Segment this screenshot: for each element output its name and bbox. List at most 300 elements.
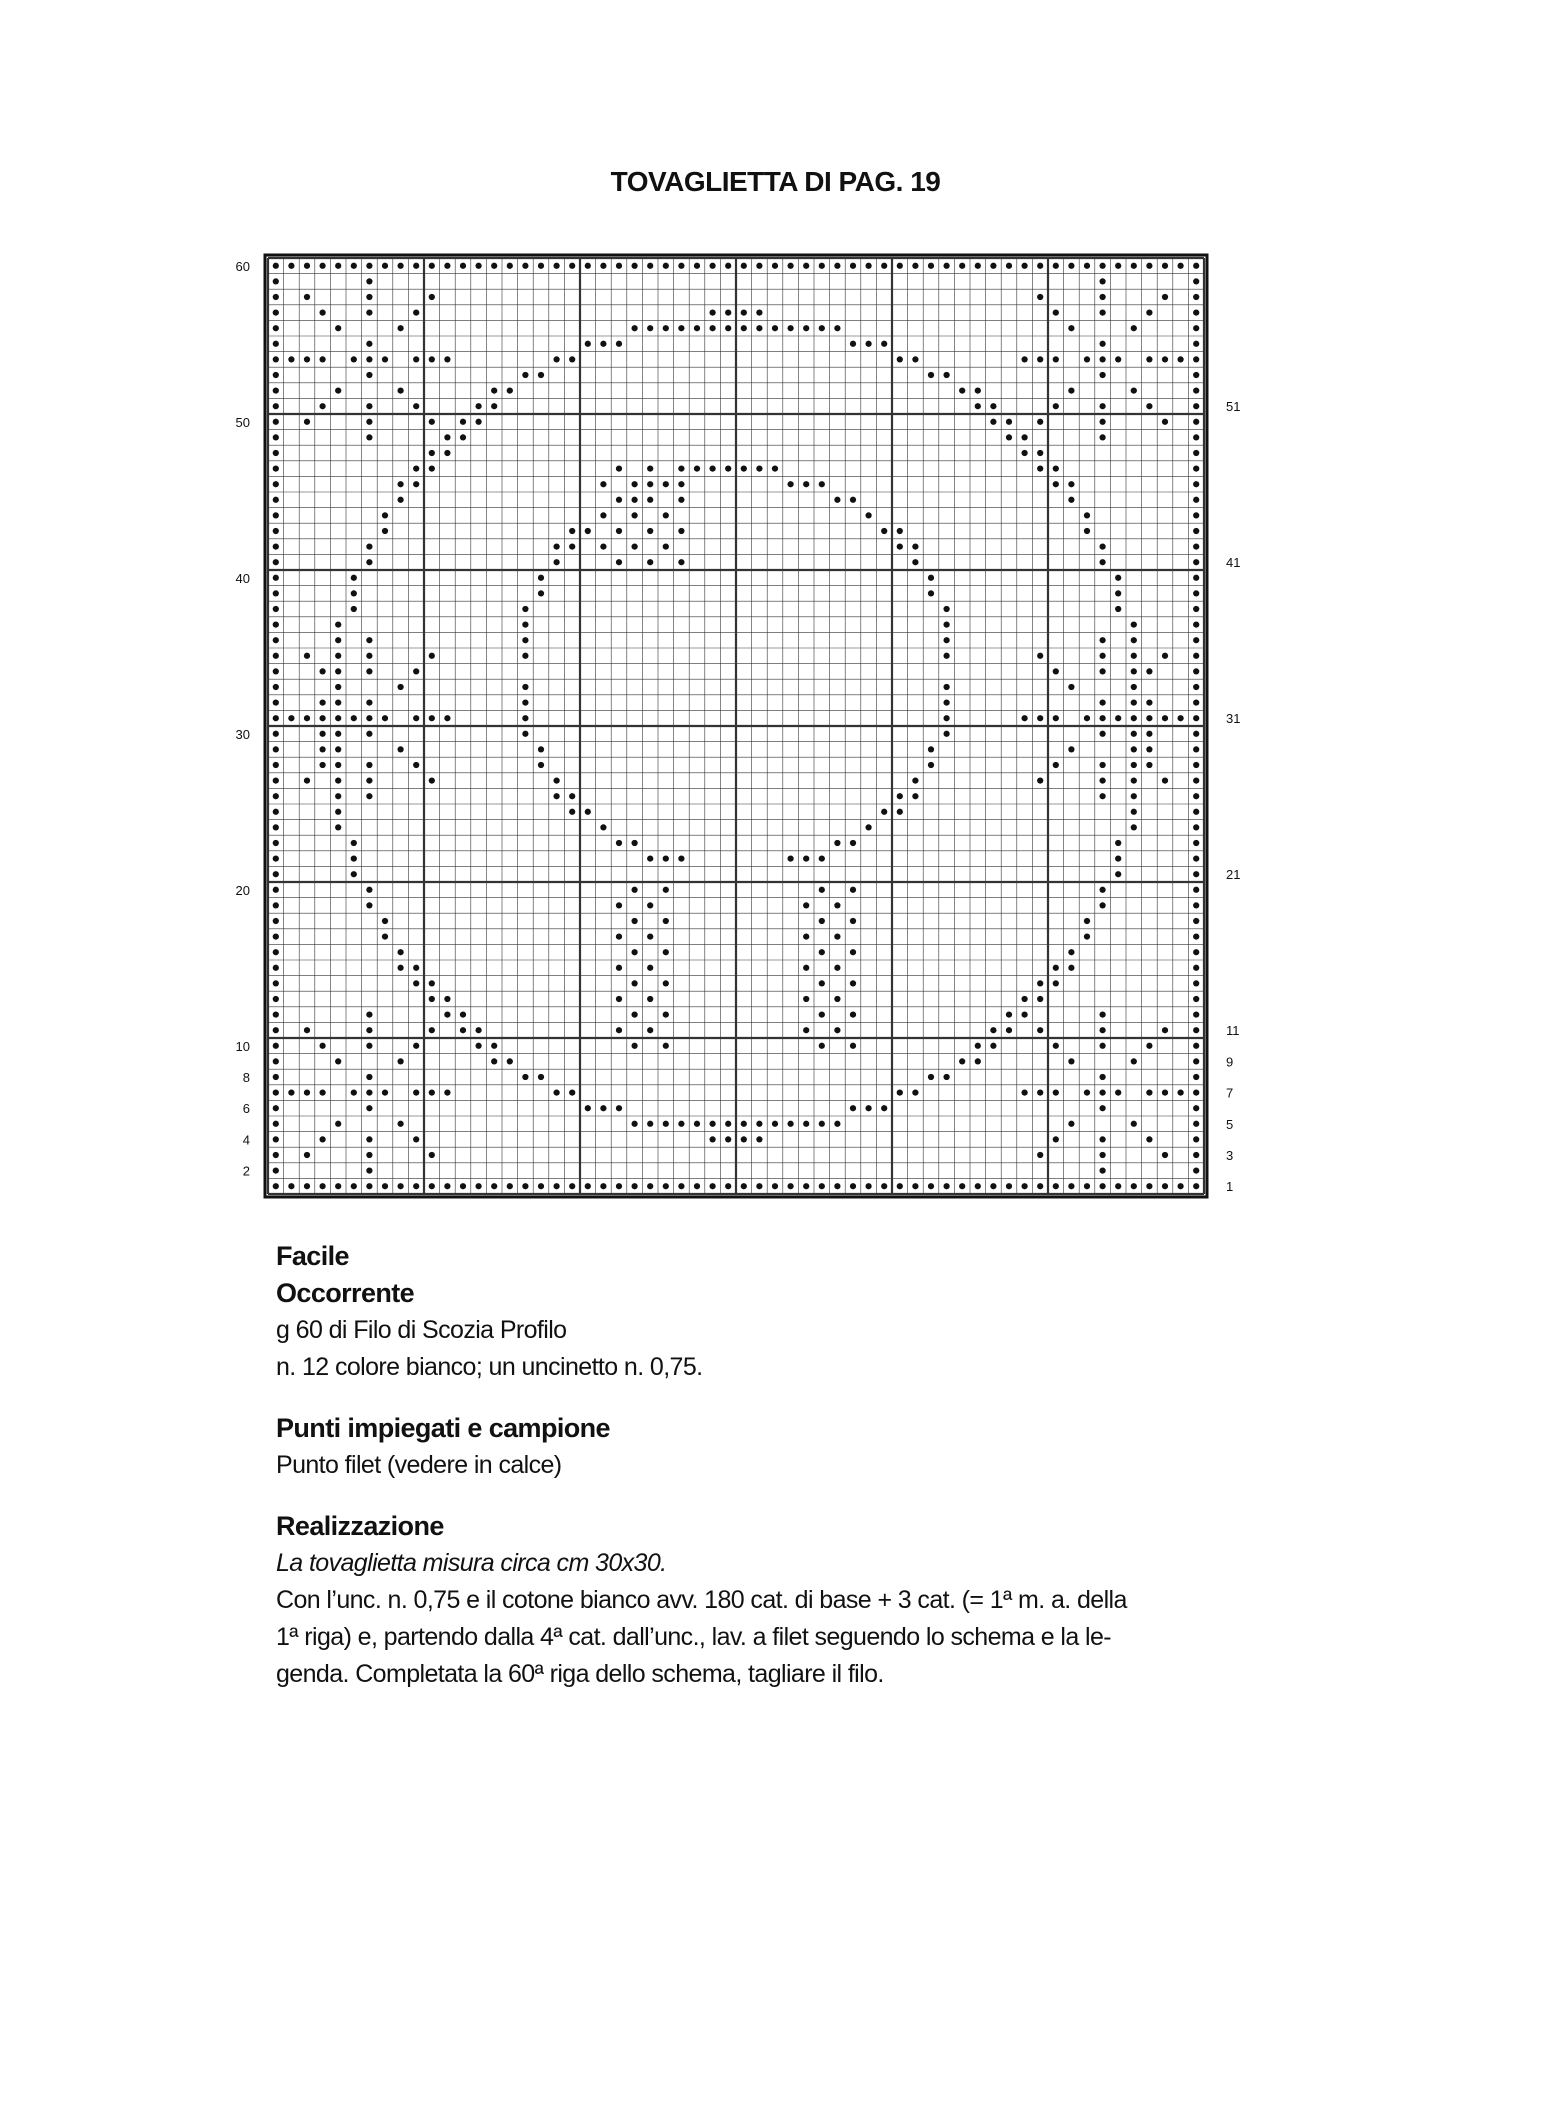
filled-cell-dot	[631, 1011, 637, 1017]
filled-cell-dot	[819, 1183, 825, 1189]
filled-cell-dot	[351, 1183, 357, 1189]
filled-cell-dot	[1193, 871, 1199, 877]
filled-cell-dot	[943, 684, 949, 690]
filled-cell-dot	[709, 325, 715, 331]
filled-cell-dot	[819, 949, 825, 955]
filled-cell-dot	[304, 653, 310, 659]
filled-cell-dot	[928, 575, 934, 581]
filled-cell-dot	[507, 1183, 513, 1189]
left-row-label: 8	[242, 1070, 250, 1085]
filled-cell-dot	[616, 996, 622, 1002]
filled-cell-dot	[319, 403, 325, 409]
filled-cell-dot	[647, 1027, 653, 1033]
filled-cell-dot	[616, 263, 622, 269]
materials-heading: Occorrente	[276, 1278, 415, 1308]
filled-cell-dot	[522, 372, 528, 378]
filled-cell-dot	[1037, 996, 1043, 1002]
filled-cell-dot	[553, 356, 559, 362]
filled-cell-dot	[928, 372, 934, 378]
filled-cell-dot	[273, 1011, 279, 1017]
filled-cell-dot	[273, 341, 279, 347]
filled-cell-dot	[1131, 777, 1137, 783]
filled-cell-dot	[1193, 777, 1199, 783]
filled-cell-dot	[1115, 871, 1121, 877]
filled-cell-dot	[1037, 419, 1043, 425]
filled-cell-dot	[1053, 1089, 1059, 1095]
filled-cell-dot	[366, 1074, 372, 1080]
filled-cell-dot	[647, 465, 653, 471]
filled-cell-dot	[647, 933, 653, 939]
filled-cell-dot	[397, 481, 403, 487]
filled-cell-dot	[647, 559, 653, 565]
filled-cell-dot	[803, 1027, 809, 1033]
filled-cell-dot	[413, 356, 419, 362]
filled-cell-dot	[273, 278, 279, 284]
filled-cell-dot	[273, 1121, 279, 1127]
filled-cell-dot	[413, 403, 419, 409]
filled-cell-dot	[1177, 1183, 1183, 1189]
filled-cell-dot	[522, 684, 528, 690]
filled-cell-dot	[319, 263, 325, 269]
filled-cell-dot	[678, 855, 684, 861]
filled-cell-dot	[772, 325, 778, 331]
filled-cell-dot	[663, 855, 669, 861]
filled-cell-dot	[1131, 715, 1137, 721]
filled-cell-dot	[1099, 653, 1105, 659]
filled-cell-dot	[1162, 1027, 1168, 1033]
filled-cell-dot	[444, 263, 450, 269]
filled-cell-dot	[366, 793, 372, 799]
filled-cell-dot	[631, 949, 637, 955]
filled-cell-dot	[429, 980, 435, 986]
filled-cell-dot	[273, 980, 279, 986]
filled-cell-dot	[273, 1058, 279, 1064]
filled-cell-dot	[507, 387, 513, 393]
filled-cell-dot	[1037, 653, 1043, 659]
filled-cell-dot	[850, 949, 856, 955]
filled-cell-dot	[694, 263, 700, 269]
filled-cell-dot	[1162, 1183, 1168, 1189]
filled-cell-dot	[273, 949, 279, 955]
filled-cell-dot	[1193, 668, 1199, 674]
filled-cell-dot	[647, 263, 653, 269]
filled-cell-dot	[1099, 668, 1105, 674]
filled-cell-dot	[756, 325, 762, 331]
filled-cell-dot	[1053, 356, 1059, 362]
filled-cell-dot	[1177, 715, 1183, 721]
filled-cell-dot	[803, 1183, 809, 1189]
filled-cell-dot	[1193, 699, 1199, 705]
filled-cell-dot	[273, 887, 279, 893]
filled-cell-dot	[1068, 684, 1074, 690]
filled-cell-dot	[881, 341, 887, 347]
filled-cell-dot	[897, 1183, 903, 1189]
filled-cell-dot	[1053, 668, 1059, 674]
filled-cell-dot	[1099, 309, 1105, 315]
filled-cell-dot	[772, 1121, 778, 1127]
filled-cell-dot	[1193, 372, 1199, 378]
filled-cell-dot	[725, 263, 731, 269]
filled-cell-dot	[678, 1121, 684, 1127]
filled-cell-dot	[600, 481, 606, 487]
filled-cell-dot	[647, 996, 653, 1002]
filled-cell-dot	[1193, 481, 1199, 487]
filled-cell-dot	[273, 450, 279, 456]
filled-cell-dot	[647, 1183, 653, 1189]
filled-cell-dot	[787, 855, 793, 861]
filled-cell-dot	[366, 1011, 372, 1017]
filled-cell-dot	[850, 980, 856, 986]
filled-cell-dot	[990, 1183, 996, 1189]
filled-cell-dot	[397, 684, 403, 690]
filled-cell-dot	[616, 559, 622, 565]
filled-cell-dot	[912, 263, 918, 269]
filled-cell-dot	[491, 263, 497, 269]
filled-cell-dot	[569, 528, 575, 534]
filled-cell-dot	[1099, 1136, 1105, 1142]
filled-cell-dot	[366, 777, 372, 783]
filled-cell-dot	[335, 621, 341, 627]
filled-cell-dot	[538, 372, 544, 378]
filled-cell-dot	[663, 325, 669, 331]
right-row-label: 11	[1226, 1023, 1240, 1039]
filled-cell-dot	[1193, 403, 1199, 409]
filled-cell-dot	[1021, 356, 1027, 362]
filled-cell-dot	[1193, 450, 1199, 456]
filled-cell-dot	[366, 356, 372, 362]
filled-cell-dot	[1006, 419, 1012, 425]
filled-cell-dot	[1037, 1152, 1043, 1158]
filled-cell-dot	[1099, 1074, 1105, 1080]
filled-cell-dot	[382, 356, 388, 362]
filled-cell-dot	[631, 497, 637, 503]
filled-cell-dot	[1021, 263, 1027, 269]
filled-cell-dot	[1084, 528, 1090, 534]
filled-cell-dot	[897, 528, 903, 534]
filled-cell-dot	[1131, 731, 1137, 737]
filled-cell-dot	[1037, 715, 1043, 721]
filled-cell-dot	[1146, 263, 1152, 269]
filled-cell-dot	[663, 481, 669, 487]
filled-cell-dot	[1193, 387, 1199, 393]
filled-cell-dot	[413, 762, 419, 768]
filled-cell-dot	[397, 325, 403, 331]
filled-cell-dot	[990, 419, 996, 425]
filled-cell-dot	[585, 263, 591, 269]
filled-cell-dot	[444, 715, 450, 721]
filled-cell-dot	[787, 263, 793, 269]
filled-cell-dot	[335, 263, 341, 269]
filled-cell-dot	[1099, 341, 1105, 347]
filled-cell-dot	[273, 372, 279, 378]
filled-cell-dot	[990, 1027, 996, 1033]
filled-cell-dot	[1146, 731, 1152, 737]
filled-cell-dot	[273, 559, 279, 565]
filled-cell-dot	[273, 1089, 279, 1095]
filled-cell-dot	[1193, 1121, 1199, 1127]
filled-cell-dot	[881, 1105, 887, 1111]
right-row-label: 1	[1226, 1179, 1234, 1195]
filled-cell-dot	[756, 465, 762, 471]
filled-cell-dot	[819, 887, 825, 893]
filled-cell-dot	[819, 1043, 825, 1049]
filled-cell-dot	[1037, 777, 1043, 783]
filled-cell-dot	[273, 621, 279, 627]
filled-cell-dot	[819, 918, 825, 924]
filled-cell-dot	[1115, 855, 1121, 861]
filled-cell-dot	[304, 715, 310, 721]
left-row-label: 2	[242, 1163, 250, 1179]
filled-cell-dot	[304, 777, 310, 783]
filled-cell-dot	[397, 949, 403, 955]
filled-cell-dot	[616, 341, 622, 347]
filled-cell-dot	[803, 481, 809, 487]
filled-cell-dot	[834, 902, 840, 908]
filled-cell-dot	[1068, 263, 1074, 269]
filled-cell-dot	[366, 278, 372, 284]
filled-cell-dot	[397, 1058, 403, 1064]
filled-cell-dot	[1037, 980, 1043, 986]
filled-cell-dot	[273, 606, 279, 612]
filled-cell-dot	[288, 1089, 294, 1095]
filled-cell-dot	[1146, 715, 1152, 721]
filled-cell-dot	[522, 621, 528, 627]
filled-cell-dot	[1193, 637, 1199, 643]
filled-cell-dot	[647, 497, 653, 503]
filled-cell-dot	[335, 731, 341, 737]
filled-cell-dot	[1006, 1011, 1012, 1017]
filled-cell-dot	[1068, 1058, 1074, 1064]
filled-cell-dot	[1193, 980, 1199, 986]
filled-cell-dot	[1053, 465, 1059, 471]
filled-cell-dot	[616, 840, 622, 846]
filled-cell-dot	[273, 731, 279, 737]
filled-cell-dot	[897, 263, 903, 269]
filled-cell-dot	[366, 263, 372, 269]
filled-cell-dot	[850, 341, 856, 347]
filled-cell-dot	[1193, 528, 1199, 534]
filled-cell-dot	[912, 1183, 918, 1189]
filled-cell-dot	[709, 1136, 715, 1142]
filled-cell-dot	[959, 263, 965, 269]
filled-cell-dot	[366, 1136, 372, 1142]
filled-cell-dot	[475, 403, 481, 409]
filled-cell-dot	[1131, 668, 1137, 674]
filled-cell-dot	[1053, 715, 1059, 721]
filled-cell-dot	[897, 1089, 903, 1095]
filled-cell-dot	[1053, 965, 1059, 971]
filled-cell-dot	[975, 1043, 981, 1049]
filled-cell-dot	[834, 996, 840, 1002]
filled-cell-dot	[1099, 1043, 1105, 1049]
filled-cell-dot	[1037, 465, 1043, 471]
filled-cell-dot	[319, 1089, 325, 1095]
filled-cell-dot	[538, 762, 544, 768]
filled-cell-dot	[756, 1121, 762, 1127]
filled-cell-dot	[725, 325, 731, 331]
filled-cell-dot	[1193, 309, 1199, 315]
filled-cell-dot	[1084, 715, 1090, 721]
filled-cell-dot	[647, 902, 653, 908]
filled-cell-dot	[1099, 731, 1105, 737]
filled-cell-dot	[819, 1011, 825, 1017]
filled-cell-dot	[772, 465, 778, 471]
filled-cell-dot	[741, 1121, 747, 1127]
filled-cell-dot	[1006, 1183, 1012, 1189]
filled-cell-dot	[429, 1152, 435, 1158]
filled-cell-dot	[616, 1027, 622, 1033]
filled-cell-dot	[1193, 1089, 1199, 1095]
grid-layer	[265, 255, 1207, 1197]
filled-cell-dot	[273, 263, 279, 269]
filled-cell-dot	[273, 637, 279, 643]
filled-cell-dot	[1115, 840, 1121, 846]
filled-cell-dot	[663, 512, 669, 518]
filled-cell-dot	[273, 965, 279, 971]
filled-cell-dot	[413, 668, 419, 674]
filled-cell-dot	[460, 1011, 466, 1017]
filled-cell-dot	[850, 887, 856, 893]
filled-cell-dot	[1131, 699, 1137, 705]
filled-cell-dot	[273, 1105, 279, 1111]
filled-cell-dot	[273, 699, 279, 705]
filled-cell-dot	[1037, 294, 1043, 300]
filled-cell-dot	[1162, 777, 1168, 783]
filled-cell-dot	[1193, 715, 1199, 721]
filled-cell-dot	[491, 1058, 497, 1064]
filled-cell-dot	[834, 933, 840, 939]
filled-cell-dot	[1193, 1167, 1199, 1173]
filled-cell-dot	[1162, 715, 1168, 721]
filled-cell-dot	[741, 263, 747, 269]
right-row-label: 51	[1226, 399, 1241, 415]
filled-cell-dot	[1193, 512, 1199, 518]
filled-cell-dot	[787, 481, 793, 487]
filled-cell-dot	[366, 1043, 372, 1049]
right-row-label: 21	[1226, 867, 1241, 883]
filled-cell-dot	[990, 263, 996, 269]
filled-cell-dot	[1162, 653, 1168, 659]
filled-cell-dot	[413, 965, 419, 971]
filled-cell-dot	[273, 387, 279, 393]
filled-cell-dot	[1193, 1027, 1199, 1033]
filled-cell-dot	[1193, 1152, 1199, 1158]
page-title: TOVAGLIETTA DI PAG. 19	[610, 166, 941, 197]
filled-cell-dot	[351, 575, 357, 581]
filled-cell-dot	[631, 512, 637, 518]
filled-cell-dot	[1146, 309, 1152, 315]
filled-cell-dot	[975, 263, 981, 269]
filled-cell-dot	[663, 1043, 669, 1049]
filled-cell-dot	[522, 263, 528, 269]
filled-cell-dot	[460, 263, 466, 269]
filled-cell-dot	[787, 1121, 793, 1127]
filled-cell-dot	[1099, 278, 1105, 284]
filled-cell-dot	[1193, 1074, 1199, 1080]
filled-cell-dot	[366, 559, 372, 565]
filled-cell-dot	[631, 980, 637, 986]
filled-cell-dot	[1115, 606, 1121, 612]
size-note: La tovaglietta misura circa cm 30x30.	[276, 1549, 667, 1577]
left-row-label: 50	[235, 414, 250, 430]
filled-cell-dot	[694, 465, 700, 471]
filled-cell-dot	[678, 465, 684, 471]
filled-cell-dot	[304, 263, 310, 269]
filled-cell-dot	[1193, 278, 1199, 284]
filled-cell-dot	[366, 887, 372, 893]
filled-cell-dot	[1162, 1089, 1168, 1095]
filled-cell-dot	[273, 684, 279, 690]
filled-cell-dot	[569, 793, 575, 799]
filled-cell-dot	[382, 918, 388, 924]
filled-cell-dot	[1193, 996, 1199, 1002]
execution-heading: Realizzazione	[276, 1511, 444, 1541]
filled-cell-dot	[1099, 699, 1105, 705]
filled-cell-dot	[429, 1183, 435, 1189]
filled-cell-dot	[273, 325, 279, 331]
filled-cell-dot	[1099, 1089, 1105, 1095]
filled-cell-dot	[1193, 294, 1199, 300]
filled-cell-dot	[616, 1183, 622, 1189]
filled-cell-dot	[943, 606, 949, 612]
filled-cell-dot	[1146, 746, 1152, 752]
filled-cell-dot	[1193, 419, 1199, 425]
filled-cell-dot	[1068, 497, 1074, 503]
filled-cell-dot	[397, 387, 403, 393]
execution-line: Con l’unc. n. 0,75 e il cotone bianco avv. 180 cat. di base + 3 cat. (= 1ª m. a. della	[276, 1586, 1127, 1614]
instructions-block	[276, 1238, 1316, 1693]
filled-cell-dot	[1021, 1183, 1027, 1189]
filled-cell-dot	[366, 715, 372, 721]
filled-cell-dot	[1193, 855, 1199, 861]
filled-cell-dot	[803, 996, 809, 1002]
filled-cell-dot	[834, 1027, 840, 1033]
filled-cell-dot	[1131, 621, 1137, 627]
filled-cell-dot	[413, 263, 419, 269]
filled-cell-dot	[366, 1183, 372, 1189]
filled-cell-dot	[553, 263, 559, 269]
filled-cell-dot	[928, 1183, 934, 1189]
filled-cell-dot	[943, 653, 949, 659]
filled-cell-dot	[429, 1089, 435, 1095]
left-row-label: 60	[235, 258, 250, 274]
filled-cell-dot	[1084, 1183, 1090, 1189]
filled-cell-dot	[1146, 762, 1152, 768]
filled-cell-dot	[413, 481, 419, 487]
filled-cell-dot	[382, 528, 388, 534]
filled-cell-dot	[709, 309, 715, 315]
filled-cell-dot	[397, 263, 403, 269]
filled-cell-dot	[288, 1183, 294, 1189]
filled-cell-dot	[1193, 590, 1199, 596]
filled-cell-dot	[678, 481, 684, 487]
filled-cell-dot	[1021, 1011, 1027, 1017]
filled-cell-dot	[335, 777, 341, 783]
filled-cell-dot	[319, 715, 325, 721]
filled-cell-dot	[413, 715, 419, 721]
filled-cell-dot	[1099, 543, 1105, 549]
filled-cell-dot	[366, 637, 372, 643]
filled-cell-dot	[585, 341, 591, 347]
filled-cell-dot	[850, 918, 856, 924]
filled-cell-dot	[351, 715, 357, 721]
filled-cell-dot	[444, 434, 450, 440]
filled-cell-dot	[366, 762, 372, 768]
filled-cell-dot	[444, 996, 450, 1002]
filled-cell-dot	[631, 1121, 637, 1127]
filled-cell-dot	[1193, 263, 1199, 269]
filled-cell-dot	[600, 1183, 606, 1189]
